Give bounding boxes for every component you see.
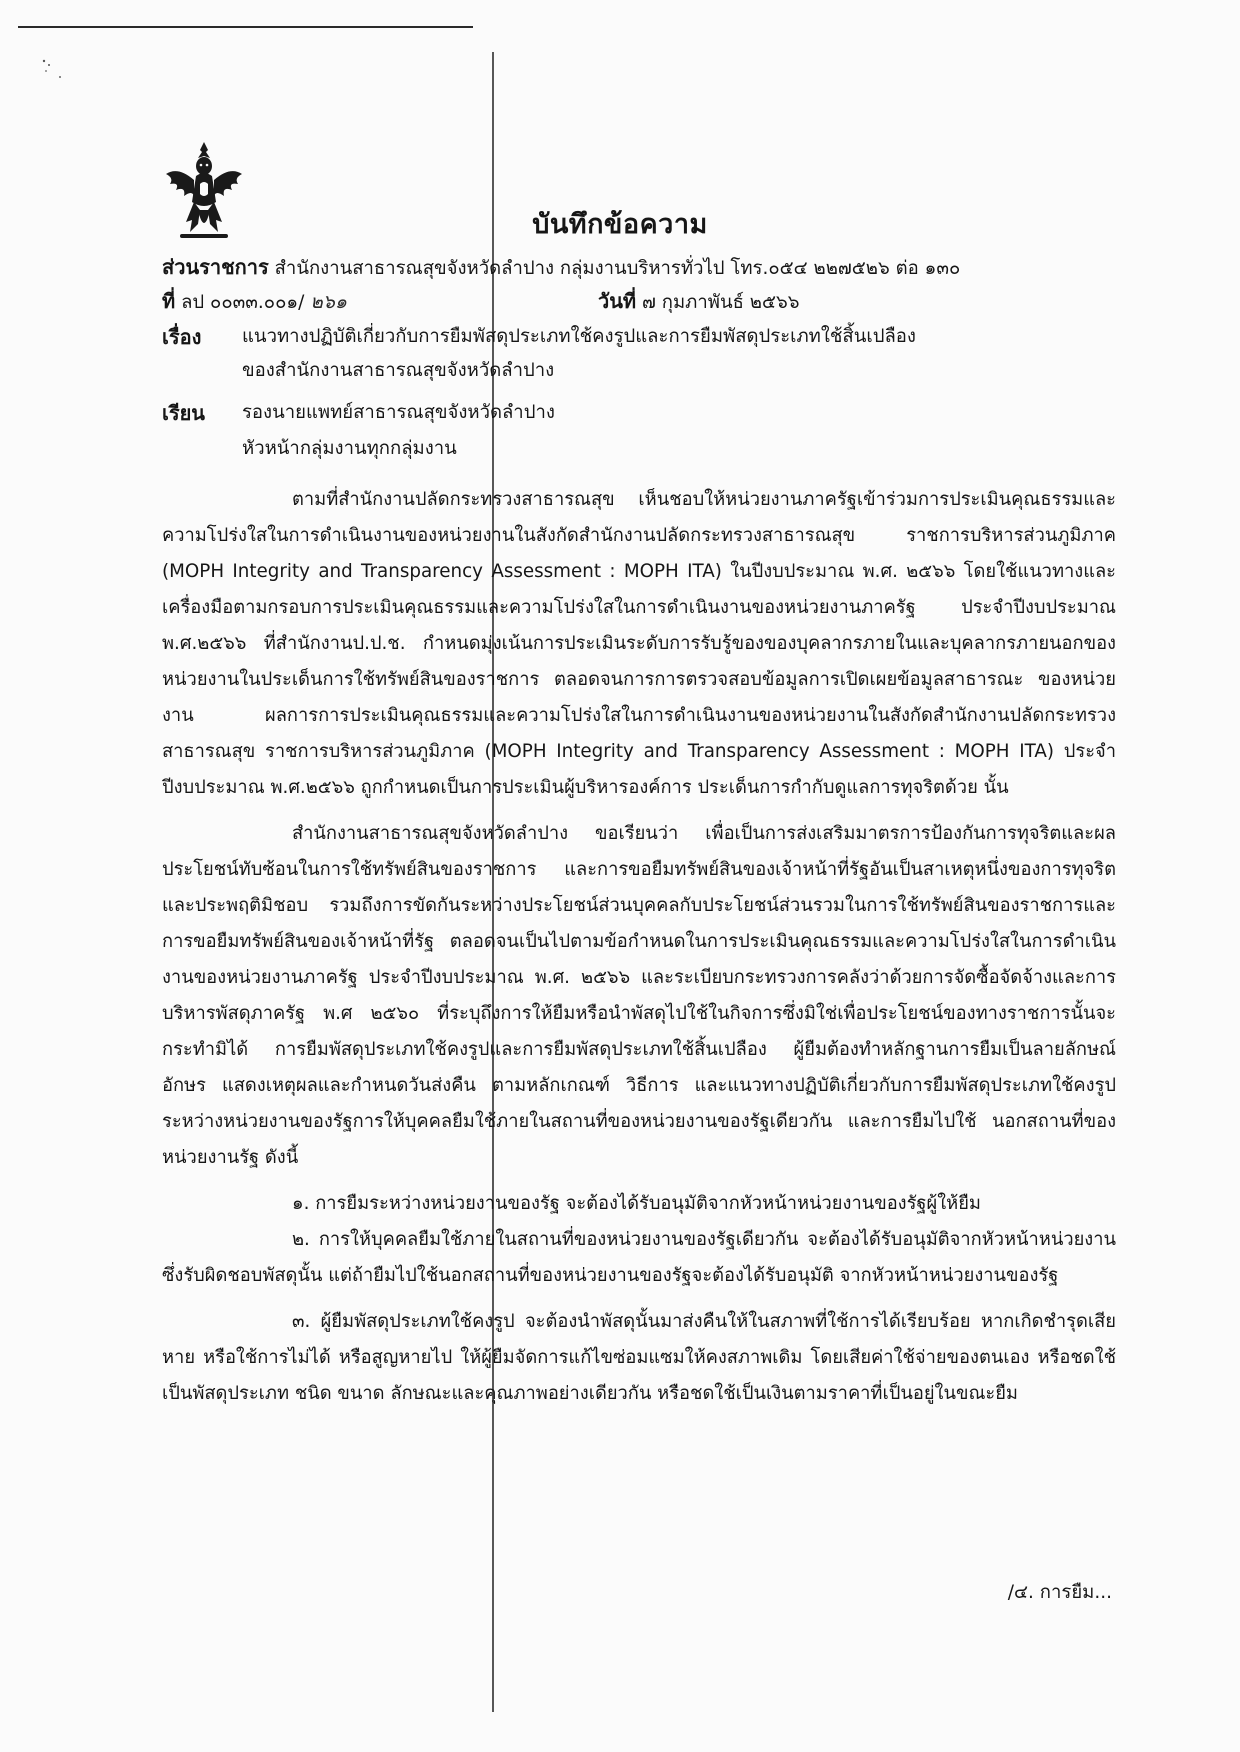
body-item-2: ๒. การให้บุคคลยืมใช้ภายในสถานที่ของหน่วยงานของรัฐเดียวกัน จะต้องได้รับอนุมัติจากหัวหน้าหน่วยงานซึ่งรับผิดชอบพัสดุนั้น แต่ถ้ายืมไปใช้นอกสถานที่ของหน่วยงานของรัฐจะต้องได้รับอนุมัติ จากหัวหน้าหน่วยงานของรัฐ	[162, 1229, 1116, 1286]
body-item-1: ๑. การยืมระหว่างหน่วยงานของรัฐ จะต้องได้รับอนุมัติจากหัวหน้าหน่วยงานของรัฐผู้ให้ยืม	[292, 1193, 981, 1214]
agency-row	[162, 252, 1130, 284]
to-row	[162, 398, 1130, 430]
subject-line-1: แนวทางปฏิบัติเกี่ยวกับการยืมพัสดุประเภทใช้คงรูปและการยืมพัสดุประเภทใช้สิ้นเปลือง	[242, 326, 916, 347]
memo-title: บันทึกข้อความ	[532, 209, 708, 240]
subject-line-2: ของสำนักงานสาธารณสุขจังหวัดลำปาง	[242, 360, 555, 381]
to-label: เรียน	[162, 401, 205, 425]
subject-row	[162, 322, 1130, 354]
continuation-note: /๔. การยืม...	[1007, 1582, 1112, 1603]
body-item-3: ๓. ผู้ยืมพัสดุประเภทใช้คงรูป จะต้องนำพัสดุนั้นมาส่งคืนให้ในสภาพที่ใช้การได้เรียบร้อย หากเกิดชำรุดเสียหาย หรือใช้การไม่ได้ หรือสูญหายไป ให้ผู้ยืมจัดการแก้ไขซ่อมแซมให้คงสภาพเดิม โดยเสียค่าใช้จ่ายของตนเอง หรือชดใช้เป็นพัสดุประเภท ชนิด ขนาด ลักษณะและคุณภาพอย่างเดียวกัน หรือชดใช้เป็นเงินตามราคาที่เป็นอยู่ในขณะยืม	[162, 1311, 1116, 1404]
agency-value: สำนักงานสาธารณสุขจังหวัดลำปาง กลุ่มงานบริหารทั่วไป โทร.๐๕๔ ๒๒๗๕๒๖ ต่อ ๑๓๐	[274, 258, 961, 279]
ref-label: ที่	[162, 289, 176, 313]
body-paragraph-1: ตามที่สำนักงานปลัดกระทรวงสาธารณสุข เห็นชอบให้หน่วยงานภาครัฐเข้าร่วมการประเมินคุณธรรมและความโปร่งใสในการดำเนินงานของหน่วยงานในสังกัดสำนักงานปลัดกระทรวงสาธารณสุข ราชการบริหารส่วนภูมิภาค (MOPH Integrity and Transparency Assessment : MOPH ITA) ในปีงบประมาณ พ.ศ. ๒๕๖๖ โดยใช้แนวทางและเครื่องมือตามกรอบการประเมินคุณธรรมและความโปร่งใสในการดำเนินงานของหน่วยงานภาครัฐ ประจำปีงบประมาณ พ.ศ.๒๕๖๖ ที่สำนักงานป.ป.ช. กำหนดมุ่งเน้นการประเมินระดับการรับรู้ของของบุคลากรภายในและบุคลากรภายนอกของหน่วยงานในประเด็นการใช้ทรัพย์สินของราชการ ตลอดจนการการตรวจสอบข้อมูลการเปิดเผยข้อมูลสาธารณะ ของหน่วยงาน ผลการการประเมินคุณธรรมและความโปร่งใสในการดำเนินงานของหน่วยงานในสังกัดสำนักงานปลัดกระทรวงสาธารณสุข ราชการบริหารส่วนภูมิภาค (MOPH Integrity and Transparency Assessment : MOPH ITA) ประจำปีงบประมาณ พ.ศ.๒๕๖๖ ถูกกำหนดเป็นการประเมินผู้บริหารองค์การ ประเด็นการกำกับดูแลการทุจริตด้วย นั้น	[162, 489, 1116, 798]
to-line-2: หัวหน้ากลุ่มงานทุกกลุ่มงาน	[242, 438, 457, 459]
agency-label: ส่วนราชการ	[162, 255, 269, 279]
ref-value: ลป ๐๐๓๓.๐๐๑/	[181, 292, 305, 313]
memo-body	[162, 482, 1116, 1412]
date-value: ๗ กุมภาพันธ์ ๒๕๖๖	[641, 292, 800, 313]
scan-specks	[40, 55, 70, 85]
ref-date-row	[162, 286, 1130, 318]
ref-handwritten-number: ๒๖๑	[310, 291, 347, 313]
body-paragraph-2: สำนักงานสาธารณสุขจังหวัดลำปาง ขอเรียนว่า เพื่อเป็นการส่งเสริมมาตรการป้องกันการทุจริตและผลประโยชน์ทับซ้อนในการใช้ทรัพย์สินของราชการ และการขอยืมทรัพย์สินของเจ้าหน้าที่รัฐอันเป็นสาเหตุหนึ่งของการทุจริตและประพฤติมิชอบ รวมถึงการขัดกันระหว่างประโยชน์ส่วนบุคคลกับประโยชน์ส่วนรวมในการใช้ทรัพย์สินของราชการและการขอยืมทรัพย์สินของเจ้าหน้าที่รัฐ ตลอดจนเป็นไปตามข้อกำหนดในการประเมินคุณธรรมและความโปร่งใสในการดำเนินงานของหน่วยงานภาครัฐ ประจำปีงบประมาณ พ.ศ. ๒๕๖๖ และระเบียบกระทรวงการคลังว่าด้วยการจัดซื้อจัดจ้างและการบริหารพัสดุภาครัฐ พ.ศ ๒๕๖๐ ที่ระบุถึงการให้ยืมหรือนำพัสดุไปใช้ในกิจการซึ่งมิใช่เพื่อประโยชน์ของทางราชการนั้นจะกระทำมิได้ การยืมพัสดุประเภทใช้คงรูปและการยืมพัสดุประเภทใช้สิ้นเปลือง ผู้ยืมต้องทำหลักฐานการยืมเป็นลายลักษณ์อักษร แสดงเหตุผลและกำหนดวันส่งคืน ตามหลักเกณฑ์ วิธีการ และแนวทางปฏิบัติเกี่ยวกับการยืมพัสดุประเภทใช้คงรูป ระหว่างหน่วยงานของรัฐการให้บุคคลยืมใช้ภายในสถานที่ของหน่วยงานของรัฐเดียวกัน และการยืมไปใช้ นอกสถานที่ของหน่วยงานรัฐ ดังนี้	[162, 823, 1116, 1168]
to-line-1: รองนายแพทย์สาธารณสุขจังหวัดลำปาง	[242, 402, 555, 423]
date-label: วันที่	[598, 289, 637, 313]
subject-label: เรื่อง	[162, 325, 202, 349]
scan-edge-line	[18, 26, 473, 28]
